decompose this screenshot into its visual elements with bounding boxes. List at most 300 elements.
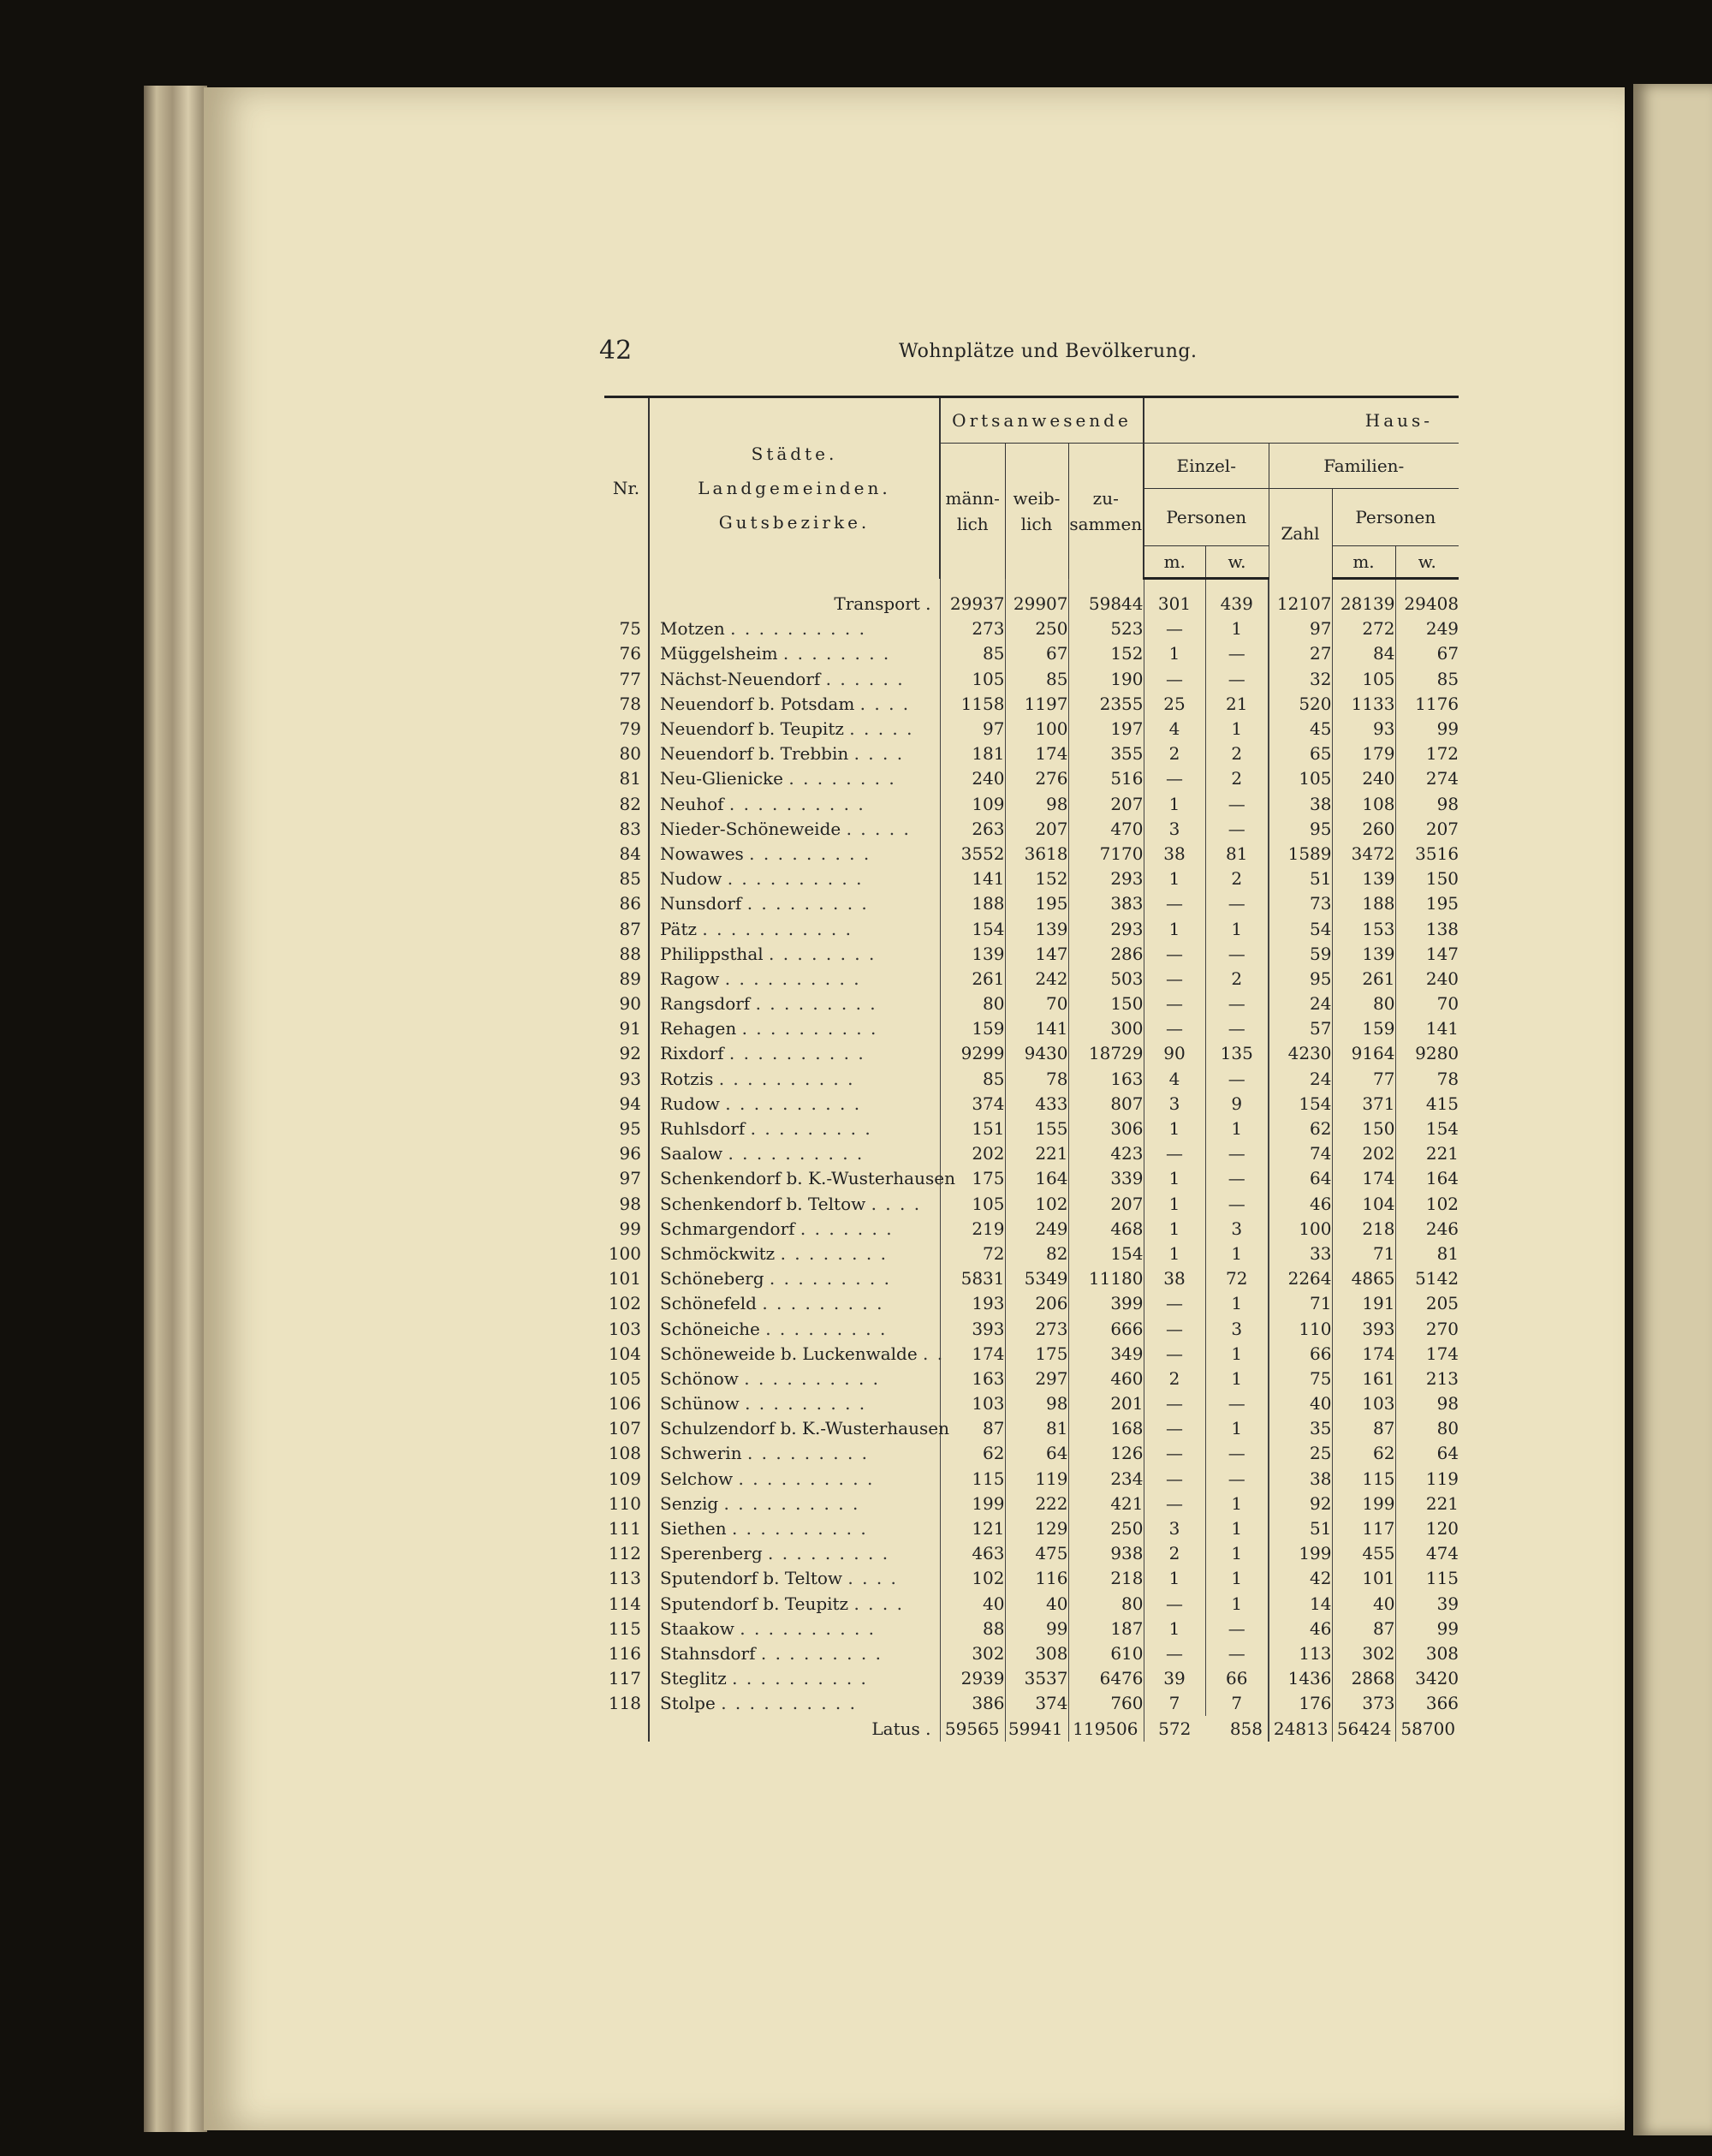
leader-dots: . . . . . . . . xyxy=(788,768,896,789)
row-number: 101 xyxy=(608,1268,641,1289)
leader-dots: . . . . . . . . . xyxy=(769,1268,891,1289)
cell-weiblich: 195 xyxy=(1005,891,1068,916)
cell-einzel-m: 1 xyxy=(1144,1242,1205,1266)
population-table xyxy=(604,396,1459,1742)
row-number: 111 xyxy=(608,1518,641,1540)
cell-weiblich: 141 xyxy=(1005,1016,1068,1041)
row-number: 113 xyxy=(608,1568,641,1589)
cell-einzel-m: 38 xyxy=(1144,1266,1205,1291)
cell-familien-m: 62 xyxy=(1332,1441,1395,1466)
leader-dots: . . . . . . . . . . xyxy=(724,968,861,989)
table-body xyxy=(604,579,1459,1717)
cell-zahl: 46 xyxy=(1269,1192,1332,1217)
place-name-cell xyxy=(649,1166,955,1191)
page-number: 42 xyxy=(599,336,633,366)
cell-einzel-w: — xyxy=(1205,1067,1269,1092)
cell-weiblich: 85 xyxy=(1005,667,1068,692)
header-einzel-personen: Personen xyxy=(1144,489,1269,546)
place-name: Selchow xyxy=(660,1468,734,1489)
place-name-cell xyxy=(649,967,940,992)
cell-zusammen: 126 xyxy=(1068,1441,1144,1466)
cell-zahl: 46 xyxy=(1269,1617,1332,1641)
cell-zusammen: 190 xyxy=(1068,667,1144,692)
place-name: Sputendorf b. Teltow xyxy=(660,1568,843,1589)
table-row xyxy=(604,1416,1459,1441)
cell-familien-m: 150 xyxy=(1332,1117,1395,1141)
cell-zahl: 65 xyxy=(1269,741,1332,766)
cell-zahl: 71 xyxy=(1269,1291,1332,1316)
cell-zahl: 54 xyxy=(1269,916,1332,941)
cell-weiblich: 139 xyxy=(1005,916,1068,941)
table-row xyxy=(604,1467,1459,1492)
place-name: Stahnsdorf xyxy=(660,1642,756,1664)
leader-dots: . . . . . . . . . . xyxy=(738,1468,875,1489)
cell-maennlich: 174 xyxy=(940,1342,1005,1367)
cell-zusammen: 503 xyxy=(1068,967,1144,992)
cell-familien-m: 240 xyxy=(1332,766,1395,791)
place-name: Nieder-Schöneweide xyxy=(660,818,841,839)
cell-maennlich: 1158 xyxy=(940,692,1005,717)
header-weiblich xyxy=(1005,444,1068,579)
cell-weiblich: 273 xyxy=(1005,1316,1068,1341)
row-number: 78 xyxy=(619,693,641,714)
cell-einzel-m: — xyxy=(1144,616,1205,641)
cell-maennlich: 105 xyxy=(940,1192,1005,1217)
cell-familien-w: 270 xyxy=(1395,1316,1459,1341)
leader-dots: . . . . . . . . . . . xyxy=(702,918,853,939)
leader-dots: . . . . . . . . . . xyxy=(744,1367,881,1389)
cell-einzel-m: — xyxy=(1144,1467,1205,1492)
cell-weiblich: 70 xyxy=(1005,992,1068,1016)
cell-weiblich: 374 xyxy=(1005,1691,1068,1716)
cell-familien-m: 87 xyxy=(1332,1617,1395,1641)
cell-zusammen: 207 xyxy=(1068,792,1144,817)
cell-familien-m: 139 xyxy=(1332,867,1395,891)
cell-familien-m: 77 xyxy=(1332,1067,1395,1092)
table-row xyxy=(604,1441,1459,1466)
table-row xyxy=(604,1141,1459,1166)
cell-weiblich: 249 xyxy=(1005,1217,1068,1242)
table-row xyxy=(604,867,1459,891)
cell-zusammen: 218 xyxy=(1068,1566,1144,1591)
place-name-cell xyxy=(649,1041,940,1066)
row-number: 88 xyxy=(619,943,641,964)
place-name: Neuendorf b. Potsdam xyxy=(660,693,855,714)
cell-einzel-w: 1 xyxy=(1205,1117,1269,1141)
place-name: Siethen xyxy=(660,1518,727,1540)
place-name: Neuendorf b. Trebbin xyxy=(660,743,849,765)
leader-dots: . . . . xyxy=(859,693,911,714)
cell-einzel-m: 1 xyxy=(1144,916,1205,941)
cell-einzel-m: 1 xyxy=(1144,792,1205,817)
place-name-cell xyxy=(649,916,940,941)
cell-familien-w: 213 xyxy=(1395,1367,1459,1391)
cell-zusammen: 201 xyxy=(1068,1391,1144,1416)
cell-einzel-w: — xyxy=(1205,1391,1269,1416)
cell-einzel-m: 2 xyxy=(1144,1367,1205,1391)
place-name-cell xyxy=(649,766,940,791)
cell-einzel-m: 4 xyxy=(1144,717,1205,741)
leader-dots: . . . . . . . . . . xyxy=(725,1093,862,1114)
table-row xyxy=(604,891,1459,916)
cell-familien-m: 202 xyxy=(1332,1141,1395,1166)
latus-familien-m: 56424 xyxy=(1332,1716,1395,1741)
cell-einzel-w: 1 xyxy=(1205,1541,1269,1566)
cell-zusammen: 760 xyxy=(1068,1691,1144,1716)
cell-einzel-m: — xyxy=(1144,1492,1205,1516)
cell-familien-w: 221 xyxy=(1395,1492,1459,1516)
place-name: Rangsdorf xyxy=(660,993,751,1015)
transport-label: Transport . xyxy=(649,592,940,616)
place-name: Schünow xyxy=(660,1393,740,1415)
leader-dots: . . . . . . . . . xyxy=(746,893,869,914)
cell-einzel-m: 90 xyxy=(1144,1041,1205,1066)
cell-zusammen: 523 xyxy=(1068,616,1144,641)
cell-zahl: 25 xyxy=(1269,1441,1332,1466)
place-name-cell xyxy=(649,741,940,766)
leader-dots: . . . . xyxy=(853,743,905,765)
cell-familien-m: 161 xyxy=(1332,1367,1395,1391)
place-name: Rehagen xyxy=(660,1018,737,1039)
table-row xyxy=(604,1067,1459,1092)
cell-maennlich: 263 xyxy=(940,817,1005,842)
table-row xyxy=(604,1541,1459,1566)
place-name: Schenkendorf b. K.-Wusterhausen xyxy=(660,1168,955,1189)
cell-weiblich: 98 xyxy=(1005,1391,1068,1416)
row-number: 79 xyxy=(619,718,641,740)
cell-einzel-w: 1 xyxy=(1205,1416,1269,1441)
cell-zahl: 42 xyxy=(1269,1566,1332,1591)
cell-weiblich: 222 xyxy=(1005,1492,1068,1516)
leader-dots: . . . . . . . . . xyxy=(762,1293,884,1314)
place-name-cell xyxy=(649,1016,940,1041)
cell-weiblich: 102 xyxy=(1005,1192,1068,1217)
cell-familien-w: 274 xyxy=(1395,766,1459,791)
cell-einzel-m: 1 xyxy=(1144,1617,1205,1641)
cell-einzel-m: 3 xyxy=(1144,1516,1205,1541)
cell-zahl: 38 xyxy=(1269,792,1332,817)
place-name-cell xyxy=(649,717,940,741)
cell-einzel-w: 2 xyxy=(1205,766,1269,791)
table-row xyxy=(604,1592,1459,1617)
cell-zahl: 51 xyxy=(1269,1516,1332,1541)
place-name: Schwerin xyxy=(660,1443,742,1464)
cell-zahl: 45 xyxy=(1269,717,1332,741)
row-number: 91 xyxy=(619,1018,641,1039)
header-nr: Nr. xyxy=(604,397,649,579)
cell-einzel-m: — xyxy=(1144,667,1205,692)
cell-familien-w: 207 xyxy=(1395,817,1459,842)
place-name-cell xyxy=(649,1367,940,1391)
cell-weiblich: 1197 xyxy=(1005,692,1068,717)
cell-familien-w: 70 xyxy=(1395,992,1459,1016)
latus-label: Latus . xyxy=(649,1716,940,1741)
leader-dots: . . . . . . . . . . xyxy=(728,793,865,814)
place-name-cell xyxy=(649,1617,940,1641)
cell-familien-w: 164 xyxy=(1395,1166,1459,1191)
cell-einzel-w: 1 xyxy=(1205,1516,1269,1541)
place-name: Schenkendorf b. Teltow xyxy=(660,1193,866,1214)
place-name-cell xyxy=(649,891,940,916)
cell-weiblich: 64 xyxy=(1005,1441,1068,1466)
place-name-cell xyxy=(649,1266,940,1291)
place-name-cell xyxy=(649,1691,940,1716)
cell-familien-w: 150 xyxy=(1395,867,1459,891)
cell-einzel-w: — xyxy=(1205,1192,1269,1217)
row-number: 98 xyxy=(619,1193,641,1214)
header-familien-w: w. xyxy=(1395,546,1459,579)
cell-zahl: 24 xyxy=(1269,1067,1332,1092)
place-name: Motzen xyxy=(660,618,725,640)
place-name-cell xyxy=(649,692,940,717)
place-name-cell xyxy=(649,1416,949,1441)
header-familien-m: m. xyxy=(1332,546,1395,579)
cell-zahl: 113 xyxy=(1269,1641,1332,1666)
cell-einzel-m: — xyxy=(1144,1141,1205,1166)
place-name: Philippsthal xyxy=(660,943,764,964)
place-name-cell xyxy=(649,1117,940,1141)
leader-dots: . . . . . . . . . xyxy=(755,993,877,1015)
place-name-cell xyxy=(649,842,940,867)
cell-zusammen: 938 xyxy=(1068,1541,1144,1566)
cell-einzel-m: — xyxy=(1144,1441,1205,1466)
place-name-cell xyxy=(649,1242,940,1266)
row-number: 89 xyxy=(619,968,641,989)
table-row xyxy=(604,1367,1459,1391)
cell-maennlich: 374 xyxy=(940,1092,1005,1117)
table-row xyxy=(604,717,1459,741)
transport-weiblich: 29907 xyxy=(1005,592,1068,616)
table-row xyxy=(604,992,1459,1016)
row-number: 110 xyxy=(608,1492,641,1514)
cell-familien-m: 179 xyxy=(1332,741,1395,766)
table-row xyxy=(604,1192,1459,1217)
cell-einzel-m: 38 xyxy=(1144,842,1205,867)
leader-dots: . . . . . xyxy=(849,718,914,740)
cell-familien-m: 4865 xyxy=(1332,1266,1395,1291)
cell-einzel-w: — xyxy=(1205,891,1269,916)
cell-familien-w: 78 xyxy=(1395,1067,1459,1092)
cell-maennlich: 5831 xyxy=(940,1266,1005,1291)
cell-weiblich: 206 xyxy=(1005,1291,1068,1316)
cell-zahl: 520 xyxy=(1269,692,1332,717)
transport-einzel-w: 439 xyxy=(1205,592,1269,616)
latus-weiblich: 59941 xyxy=(1005,1716,1068,1741)
header-maennlich-1: männ- xyxy=(945,487,1000,509)
cell-maennlich: 463 xyxy=(940,1541,1005,1566)
header-gutsbezirke: Gutsbezirke. xyxy=(718,512,871,533)
leader-dots: . . xyxy=(923,1343,945,1364)
cell-familien-m: 272 xyxy=(1332,616,1395,641)
cell-zahl: 27 xyxy=(1269,641,1332,666)
header-einzel-w: w. xyxy=(1205,546,1269,579)
place-name: Sperenberg xyxy=(660,1543,763,1564)
cell-maennlich: 3552 xyxy=(940,842,1005,867)
place-name-cell xyxy=(649,1666,940,1691)
row-number: 92 xyxy=(619,1043,641,1064)
cell-weiblich: 475 xyxy=(1005,1541,1068,1566)
row-number: 93 xyxy=(619,1068,641,1089)
leader-dots: . . . . . . . . . xyxy=(765,1318,888,1339)
cell-familien-w: 39 xyxy=(1395,1592,1459,1617)
cell-familien-m: 101 xyxy=(1332,1566,1395,1591)
cell-zusammen: 306 xyxy=(1068,1117,1144,1141)
cell-einzel-w: 3 xyxy=(1205,1316,1269,1341)
row-number: 82 xyxy=(619,793,641,814)
leader-dots: . . . . . . . . . xyxy=(749,843,871,864)
cell-familien-w: 98 xyxy=(1395,792,1459,817)
cell-familien-m: 199 xyxy=(1332,1492,1395,1516)
cell-familien-m: 105 xyxy=(1332,667,1395,692)
cell-familien-w: 1176 xyxy=(1395,692,1459,717)
cell-zahl: 4230 xyxy=(1269,1041,1332,1066)
row-number: 80 xyxy=(619,743,641,765)
cell-zahl: 59 xyxy=(1269,942,1332,967)
cell-maennlich: 40 xyxy=(940,1592,1005,1617)
header-staedte: Städte. xyxy=(751,444,838,465)
table-footer xyxy=(604,1716,1459,1741)
cell-maennlich: 80 xyxy=(940,992,1005,1016)
latus-zahl: 24813 xyxy=(1269,1716,1332,1741)
cell-familien-w: 81 xyxy=(1395,1242,1459,1266)
cell-familien-w: 99 xyxy=(1395,1617,1459,1641)
cell-maennlich: 97 xyxy=(940,717,1005,741)
cell-maennlich: 261 xyxy=(940,967,1005,992)
cell-maennlich: 159 xyxy=(940,1016,1005,1041)
cell-zahl: 199 xyxy=(1269,1541,1332,1566)
cell-maennlich: 141 xyxy=(940,867,1005,891)
row-number: 107 xyxy=(608,1418,641,1439)
table-row xyxy=(604,1617,1459,1641)
cell-familien-w: 138 xyxy=(1395,916,1459,941)
cell-zahl: 95 xyxy=(1269,967,1332,992)
cell-zusammen: 154 xyxy=(1068,1242,1144,1266)
place-name: Neuendorf b. Teupitz xyxy=(660,718,844,740)
header-haus: Haus- xyxy=(1144,397,1459,444)
cell-zusammen: 168 xyxy=(1068,1416,1144,1441)
place-name-cell xyxy=(649,792,940,817)
table-row xyxy=(604,1266,1459,1291)
cell-einzel-w: — xyxy=(1205,817,1269,842)
cell-zahl: 33 xyxy=(1269,1242,1332,1266)
cell-weiblich: 297 xyxy=(1005,1367,1068,1391)
cell-einzel-w: — xyxy=(1205,792,1269,817)
place-name-cell xyxy=(649,1217,940,1242)
cell-einzel-w: 1 xyxy=(1205,1291,1269,1316)
cell-einzel-m: 7 xyxy=(1144,1691,1205,1716)
cell-weiblich: 78 xyxy=(1005,1067,1068,1092)
cell-zahl: 64 xyxy=(1269,1166,1332,1191)
cell-zusammen: 293 xyxy=(1068,916,1144,941)
cell-zusammen: 286 xyxy=(1068,942,1144,967)
table-row xyxy=(604,792,1459,817)
cell-zahl: 66 xyxy=(1269,1342,1332,1367)
cell-zusammen: 460 xyxy=(1068,1367,1144,1391)
header-zusammen-2: sammen xyxy=(1069,513,1143,534)
table-row xyxy=(604,1342,1459,1367)
table-header xyxy=(604,397,1459,579)
cell-zusammen: 421 xyxy=(1068,1492,1144,1516)
cell-maennlich: 72 xyxy=(940,1242,1005,1266)
row-number: 114 xyxy=(608,1593,641,1614)
row-number: 109 xyxy=(608,1468,641,1489)
leader-dots: . . . . . . . . . xyxy=(760,1642,883,1664)
cell-familien-w: 415 xyxy=(1395,1092,1459,1117)
cell-einzel-m: — xyxy=(1144,942,1205,967)
cell-familien-m: 108 xyxy=(1332,792,1395,817)
header-zusammen-1: zu- xyxy=(1092,487,1119,509)
cell-weiblich: 433 xyxy=(1005,1092,1068,1117)
cell-einzel-w: 2 xyxy=(1205,741,1269,766)
cell-einzel-w: — xyxy=(1205,942,1269,967)
cell-zahl: 100 xyxy=(1269,1217,1332,1242)
cell-zahl: 51 xyxy=(1269,867,1332,891)
cell-einzel-m: 3 xyxy=(1144,1092,1205,1117)
cell-einzel-w: 7 xyxy=(1205,1691,1269,1716)
cell-familien-m: 218 xyxy=(1332,1217,1395,1242)
place-name: Schönow xyxy=(660,1367,739,1389)
cell-zahl: 14 xyxy=(1269,1592,1332,1617)
cell-maennlich: 103 xyxy=(940,1391,1005,1416)
transport-familien-m: 28139 xyxy=(1332,592,1395,616)
cell-einzel-w: 3 xyxy=(1205,1217,1269,1242)
leader-dots: . . . . . . . . xyxy=(782,643,891,664)
cell-einzel-w: — xyxy=(1205,1641,1269,1666)
cell-einzel-m: 39 xyxy=(1144,1666,1205,1691)
book-edge xyxy=(144,86,207,2132)
cell-einzel-w: 66 xyxy=(1205,1666,1269,1691)
cell-einzel-m: 25 xyxy=(1144,692,1205,717)
cell-familien-m: 260 xyxy=(1332,817,1395,842)
row-number: 85 xyxy=(619,868,641,890)
cell-zahl: 24 xyxy=(1269,992,1332,1016)
cell-maennlich: 2939 xyxy=(940,1666,1005,1691)
cell-einzel-m: — xyxy=(1144,967,1205,992)
row-number: 90 xyxy=(619,993,641,1015)
row-number: 105 xyxy=(608,1367,641,1389)
cell-weiblich: 9430 xyxy=(1005,1041,1068,1066)
cell-einzel-w: 9 xyxy=(1205,1092,1269,1117)
table-row xyxy=(604,1666,1459,1691)
cell-zusammen: 807 xyxy=(1068,1092,1144,1117)
transport-zahl: 12107 xyxy=(1269,592,1332,616)
cell-zusammen: 163 xyxy=(1068,1067,1144,1092)
cell-familien-m: 153 xyxy=(1332,916,1395,941)
cell-familien-m: 373 xyxy=(1332,1691,1395,1716)
latus-einzel-w: 858 xyxy=(1229,1718,1263,1739)
place-name-cell xyxy=(649,1541,940,1566)
cell-weiblich: 221 xyxy=(1005,1141,1068,1166)
place-name: Schöneiche xyxy=(660,1318,760,1339)
place-name: Saalow xyxy=(660,1143,723,1164)
leader-dots: . . . . . xyxy=(846,818,911,839)
cell-weiblich: 308 xyxy=(1005,1641,1068,1666)
place-name: Schönefeld xyxy=(660,1293,757,1314)
leader-dots: . . . . xyxy=(853,1593,904,1614)
cell-maennlich: 87 xyxy=(940,1416,1005,1441)
cell-zahl: 97 xyxy=(1269,616,1332,641)
transport-row xyxy=(604,592,1459,616)
cell-einzel-m: 1 xyxy=(1144,1566,1205,1591)
cell-weiblich: 40 xyxy=(1005,1592,1068,1617)
cell-maennlich: 163 xyxy=(940,1367,1005,1391)
cell-zahl: 40 xyxy=(1269,1391,1332,1416)
table-row xyxy=(604,1041,1459,1066)
cell-einzel-w: — xyxy=(1205,1467,1269,1492)
place-name-cell xyxy=(649,1566,940,1591)
header-weiblich-2: lich xyxy=(1020,513,1053,534)
cell-weiblich: 164 xyxy=(1005,1166,1068,1191)
